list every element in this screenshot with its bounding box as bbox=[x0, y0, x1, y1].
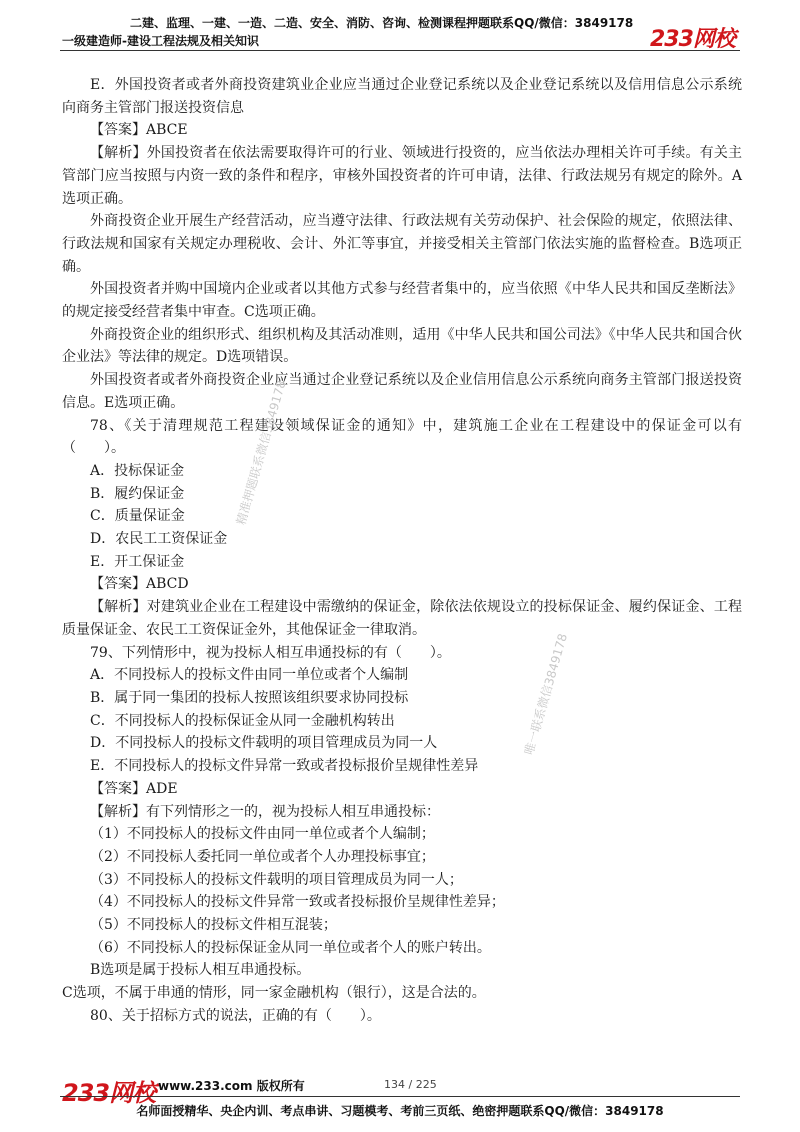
footer-divider bbox=[60, 1096, 740, 1097]
option-line: D．不同投标人的投标文件载明的项目管理成员为同一人 bbox=[90, 735, 438, 752]
option-line: D．农民工工资保证金 bbox=[90, 531, 228, 548]
option-line: E．开工保证金 bbox=[90, 553, 185, 570]
header-promo: 二建、监理、一建、一造、二造、安全、消防、咨询、检测课程押题联系QQ/微信：3849178 bbox=[130, 16, 634, 30]
list-item: （4）不同投标人的投标文件异常一致或者投标报价呈规律性差异； bbox=[90, 894, 505, 911]
answer-line: 【答案】ABCD bbox=[90, 576, 189, 593]
answer-line: 【答案】ADE bbox=[90, 780, 178, 797]
option-line: C．不同投标人的投标保证金从同一金融机构转出 bbox=[90, 712, 395, 729]
logo-footer: 233网校 bbox=[62, 1079, 156, 1107]
analysis-paragraph: B选项是属于投标人相互串通投标。 bbox=[90, 962, 311, 979]
document-subtitle: 一级建造师-建设工程法规及相关知识 bbox=[62, 34, 259, 48]
question-line: 78、《关于清理规范工程建设领域保证金的通知》中，建筑施工企业在工程建设中的保证金可以有（ ）。 bbox=[62, 417, 742, 457]
analysis-paragraph: 外商投资企业的组织形式、组织机构及其活动准则，适用《中华人民共和国公司法》《中华人民共和国合伙企业法》等法律的规定。D选项错误。 bbox=[62, 326, 742, 366]
logo-header: 233网校 bbox=[650, 27, 735, 52]
analysis-paragraph: C选项，不属于串通的情形，同一家金融机构（银行），这是合法的。 bbox=[62, 985, 486, 1002]
list-item: （5）不同投标人的投标文件相互混装； bbox=[90, 917, 337, 934]
header-divider bbox=[60, 50, 740, 51]
option-line: B．属于同一集团的投标人按照该组织要求协同投标 bbox=[90, 689, 409, 706]
option-line: B．履约保证金 bbox=[90, 485, 185, 502]
page-number: 134 / 225 bbox=[384, 1078, 437, 1091]
question-line: 80、关于招标方式的说法，正确的有（ ）。 bbox=[90, 1007, 381, 1024]
list-item: （6）不同投标人的投标保证金从同一单位或者个人的账户转出。 bbox=[90, 939, 491, 956]
analysis-paragraph: 【解析】对建筑业企业在工程建设中需缴纳的保证金，除依法依规设立的投标保证金、履约保证金、工程质量保证金、农民工工资保证金外，其他保证金一律取消。 bbox=[62, 599, 742, 638]
analysis-paragraph: 外商投资企业开展生产经营活动，应当遵守法律、行政法规有关劳动保护、社会保险的规定，依照法律、行政法规和国家有关规定办理税收、会计、外汇等事宜，并接受相关主管部门依法实施的监督检查。B选项正确。 bbox=[62, 213, 742, 275]
option-line: E．不同投标人的投标文件异常一致或者投标报价呈规律性差异 bbox=[90, 758, 479, 775]
watermark: 唯一联系微信3849178 bbox=[521, 631, 570, 757]
option-line: C．质量保证金 bbox=[90, 508, 185, 525]
footer-promo: 名师面授精华、央企内训、考点串讲、习题模考、考前三页纸、绝密押题联系QQ/微信：3849178 bbox=[136, 1104, 664, 1118]
option-line: A．投标保证金 bbox=[90, 462, 185, 479]
analysis-paragraph: 【解析】外国投资者在依法需要取得许可的行业、领域进行投资的，应当依法办理相关许可手续。有关主管部门应当按照与内资一致的条件和程序，审核外国投资者的许可申请，法律、行政法规另有规定的除外。A选项正确。 bbox=[62, 145, 742, 207]
list-item: （3）不同投标人的投标文件载明的项目管理成员为同一人； bbox=[90, 871, 463, 888]
document-body bbox=[62, 74, 742, 1028]
analysis-paragraph: 【解析】有下列情形之一的，视为投标人相互串通投标： bbox=[90, 803, 440, 820]
analysis-paragraph: 外国投资者并购中国境内企业或者以其他方式参与经营者集中的，应当依照《中华人民共和国反垄断法》的规定接受经营者集中审查。C选项正确。 bbox=[62, 281, 742, 321]
footer-site: www.233.com 版权所有 bbox=[158, 1079, 305, 1093]
question-line: 79、下列情形中，视为投标人相互串通投标的有（ ）。 bbox=[90, 644, 451, 661]
option-line: A．不同投标人的投标文件由同一单位或者个人编制 bbox=[90, 667, 409, 684]
watermark: 精准押题联系微信3849178 bbox=[233, 378, 289, 527]
list-item: （1）不同投标人的投标文件由同一单位或者个人编制； bbox=[90, 826, 435, 843]
answer-line: 【答案】ABCE bbox=[90, 122, 188, 139]
option-line: E．外国投资者或者外商投资建筑业企业应当通过企业登记系统以及企业登记系统以及信用信息公示系统向商务主管部门报送投资信息 bbox=[62, 77, 742, 116]
list-item: （2）不同投标人委托同一单位或者个人办理投标事宜； bbox=[90, 848, 435, 865]
analysis-paragraph: 外国投资者或者外商投资企业应当通过企业登记系统以及企业信用信息公示系统向商务主管部门报送投资信息。E选项正确。 bbox=[62, 372, 742, 411]
